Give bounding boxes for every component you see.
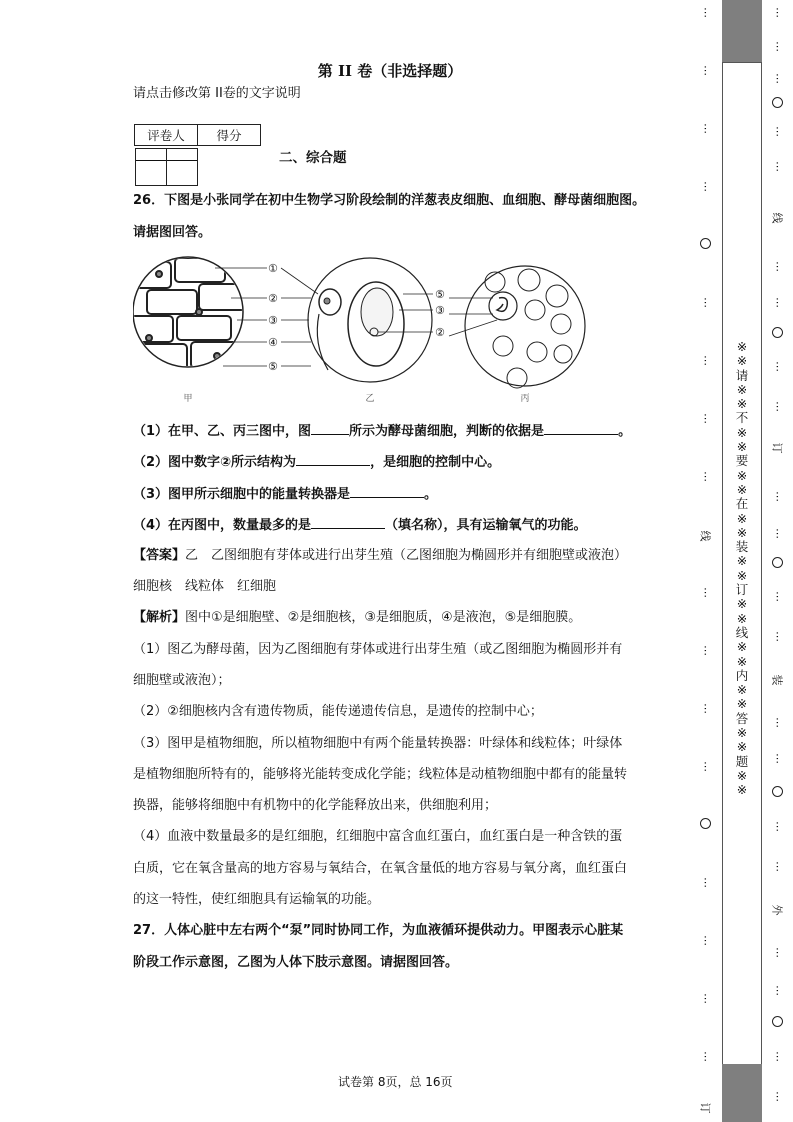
rail-word-ding: 订 <box>698 1102 711 1114</box>
section-heading: 第 II 卷（非选择题） <box>317 62 463 80</box>
q26-stem-line1: 26．下图是小张同学在初中生物学习阶段绘制的洋葱表皮细胞、血细胞、酵母菌细胞图。 <box>133 193 646 208</box>
binding-hole <box>772 97 783 108</box>
blank-2[interactable] <box>296 453 370 466</box>
binding-hole <box>700 238 711 249</box>
outer-binding-rail: ⋯ ⋯ ⋯ ⋯ ⋯ 线 ⋯ ⋯ ⋯ ⋯ 订 ⋯ ⋯ ⋯ ⋯ 装 ⋯ ⋯ ⋯ ⋯ 外 ⋯ ⋯ ⋯ ⋯ <box>770 7 784 1102</box>
yeast-cell-diagram <box>308 258 433 382</box>
analysis-4b: 白质，它在氧含量高的地方容易与氧结合，在氧含量低的地方容易与氧分离，血红蛋白 <box>133 861 628 876</box>
analysis-3c: 换器，能够将细胞中有机物中的化学能释放出来，供细胞利用； <box>133 798 498 813</box>
label-3: ③ <box>268 314 278 327</box>
gray-band-top <box>722 0 762 62</box>
outer-word-zhuang: 装 <box>770 674 783 686</box>
answer-line1: 【答案】乙 乙图细胞有芽体或进行出芽生殖（乙图细胞为椭圆形并有细胞壁或液泡） <box>133 548 628 563</box>
blank-1b[interactable] <box>544 422 618 435</box>
analysis-2: （2）②细胞核内含有遗传物质，能传递遗传信息，是遗传的控制中心； <box>133 704 543 719</box>
section-title: 二、综合题 <box>279 150 347 166</box>
analysis-head: 【解析】图中①是细胞壁、②是细胞核，③是细胞质，④是液泡，⑤是细胞膜。 <box>133 610 582 625</box>
analysis-3a: （3）图甲是植物细胞，所以植物细胞中有两个能量转换器：叶绿体和线粒体；叶绿体 <box>133 736 623 751</box>
blank-3[interactable] <box>350 485 424 498</box>
binding-hole <box>772 1016 783 1027</box>
inner-binding-rail: ⋯ ⋯ ⋯ ⋯ ⋯ ⋯ ⋯ ⋯ 线 ⋯ ⋯ ⋯ ⋯ ⋯ ⋯ ⋯ ⋯ 订 <box>698 7 712 1114</box>
page-footer: 试卷第 8页，总 16页 <box>338 1075 453 1089</box>
label-3-right: ③ <box>435 304 445 317</box>
score-table <box>134 124 261 165</box>
analysis-4a: （4）血液中数量最多的是红细胞，红细胞中富含血红蛋白，血红蛋白是一种含铁的蛋 <box>133 829 623 844</box>
grader-header: 评卷人 <box>135 125 198 146</box>
analysis-3b: 是植物细胞所特有的，能够将光能转变成化学能；线粒体是动植物细胞中都有的能量转 <box>133 767 628 782</box>
q26-sub3: （3）图甲所示细胞中的能量转换器是 。 <box>133 487 438 502</box>
label-4: ④ <box>268 336 278 349</box>
q27-line1: 27．人体心脏中左右两个“泵”同时协同工作，为血液循环提供动力。甲图表示心脏某 <box>133 923 624 938</box>
binding-hole <box>772 557 783 568</box>
score-cell <box>166 149 197 186</box>
binding-hole <box>772 327 783 338</box>
onion-cell-diagram <box>133 257 267 370</box>
outer-word-ding: 订 <box>770 442 783 454</box>
label-2-right: ② <box>435 326 445 339</box>
analysis-4c: 的这一特性，使红细胞具有运输氧的功能。 <box>133 892 381 907</box>
label-bing: 丙 <box>520 394 530 404</box>
outer-word-wai: 外 <box>770 904 783 916</box>
q26-sub2: （2）图中数字②所示结构为 ，是细胞的控制中心。 <box>133 455 501 470</box>
score-header: 得分 <box>198 125 261 146</box>
blank-4[interactable] <box>311 516 385 529</box>
edit-note: 请点击修改第 II卷的文字说明 <box>133 86 301 101</box>
label-1: ① <box>268 262 278 275</box>
analysis-1a: （1）图乙为酵母菌，因为乙图细胞有芽体或进行出芽生殖（或乙图细胞为椭圆形并有 <box>133 642 623 657</box>
answer-line2: 细胞核 线粒体 红细胞 <box>133 579 277 594</box>
cell-figure <box>133 254 593 406</box>
blank-1a[interactable] <box>311 422 349 435</box>
q26-sub1: （1）在甲、乙、丙三图中，图 所示为酵母菌细胞，判断的依据是 。 <box>133 424 632 439</box>
label-5: ⑤ <box>268 360 278 373</box>
q26-stem-line2: 请据图回答。 <box>133 225 212 240</box>
label-jia: 甲 <box>183 394 193 404</box>
analysis-1b: 细胞壁或液泡）； <box>133 673 231 688</box>
label-yi: 乙 <box>365 394 375 404</box>
no-answer-notice: ※※请※※不※※要※※在※※装※※订※※线※※内※※答※※题※※ <box>735 339 749 798</box>
binding-hole <box>772 786 783 797</box>
grader-cell <box>135 149 166 186</box>
outer-word-xian: 线 <box>770 212 783 224</box>
gray-band-bottom <box>722 1064 762 1122</box>
rail-word-xian: 线 <box>698 530 711 542</box>
blood-cell-diagram <box>449 266 585 388</box>
label-5-right: ⑤ <box>435 288 445 301</box>
binding-hole <box>700 818 711 829</box>
label-2: ② <box>268 292 278 305</box>
q27-line2: 阶段工作示意图，乙图为人体下肢示意图。请据图回答。 <box>133 955 459 970</box>
q26-sub4: （4）在丙图中，数量最多的是 （填名称），具有运输氧气的功能。 <box>133 518 587 533</box>
